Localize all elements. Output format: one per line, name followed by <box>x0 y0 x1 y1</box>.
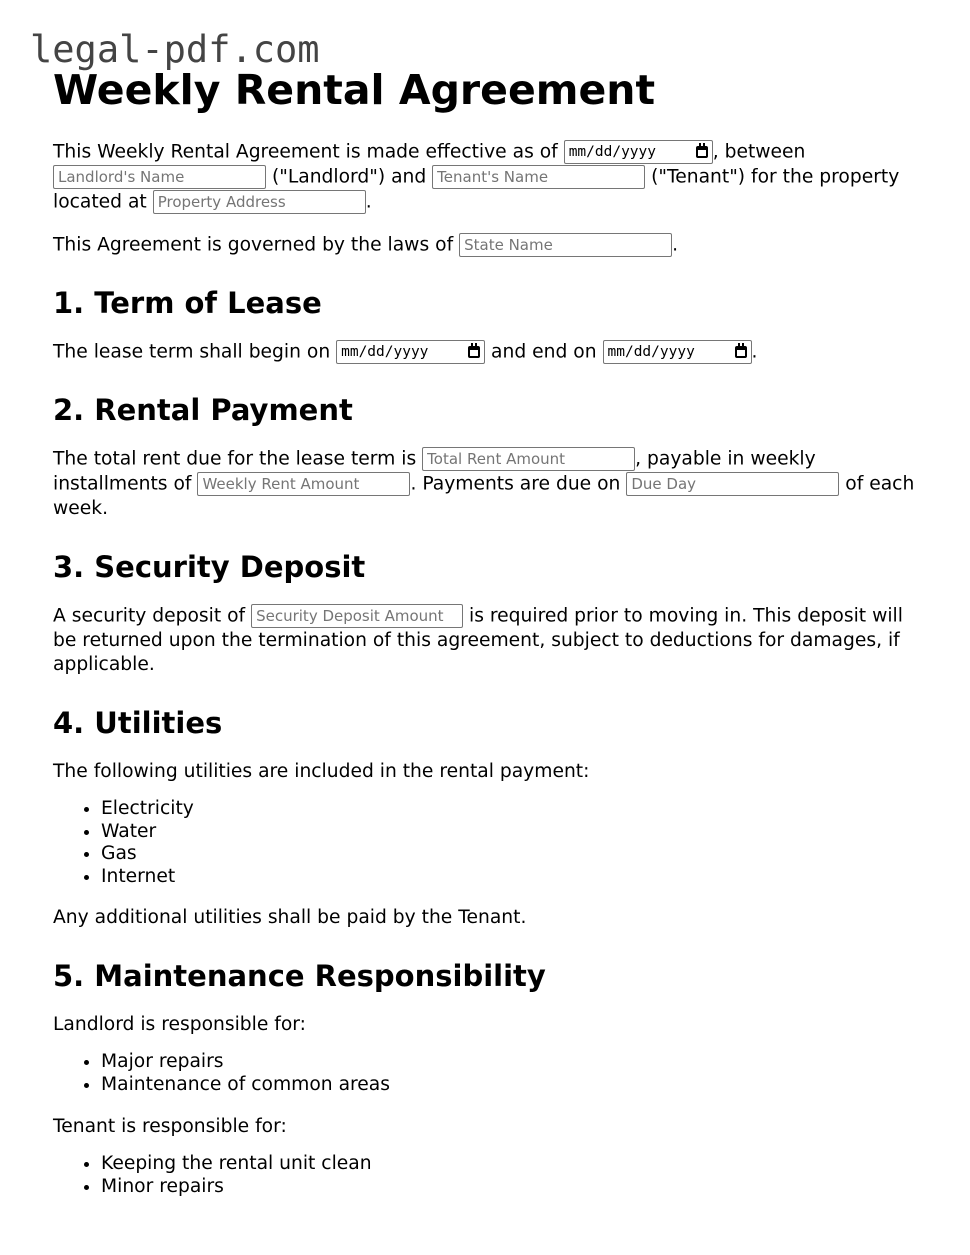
calendar-icon[interactable] <box>696 146 708 158</box>
lease-end-date-input[interactable] <box>603 340 752 364</box>
intro-paragraph <box>53 140 923 215</box>
payment-text-4: of each week. <box>53 473 915 519</box>
list-item: • Minor repairs <box>101 1176 923 1199</box>
calendar-icon[interactable] <box>468 346 480 358</box>
security-deposit-heading: 3. Security Deposit <box>53 549 366 584</box>
rental-payment-paragraph <box>53 447 923 522</box>
lease-start-placeholder: mm/dd/yyyy <box>341 343 429 360</box>
utilities-note: Any additional utilities shall be paid by the Tenant. <box>53 907 527 929</box>
security-deposit-paragraph <box>53 604 923 678</box>
landlord-responsibility-intro: Landlord is responsible for: <box>53 1013 306 1035</box>
rental-payment-heading: 2. Rental Payment <box>53 393 353 427</box>
payment-text-2: , payable in weekly installments of <box>53 448 816 495</box>
term-paragraph <box>53 340 923 365</box>
term-text-1: The lease term shall begin on <box>53 341 337 363</box>
list-item: • Keeping the rental unit clean <box>101 1153 923 1176</box>
list-item: • Electricity <box>101 798 923 821</box>
maintenance-heading: 5. Maintenance Responsibility <box>53 958 546 993</box>
list-item: • Water <box>101 821 923 844</box>
list-item: • Major repairs <box>101 1051 923 1074</box>
governing-text-1: This Agreement is governed by the laws of <box>53 234 460 256</box>
lease-end-placeholder: mm/dd/yyyy <box>607 343 695 360</box>
agreement-document <box>53 64 923 1216</box>
governing-law-paragraph <box>53 233 923 258</box>
term-heading: 1. Term of Lease <box>53 286 322 320</box>
weekly-rent-input[interactable] <box>197 472 410 496</box>
effective-date-input[interactable] <box>564 140 713 164</box>
property-address-input[interactable] <box>153 190 366 214</box>
tenant-name-input[interactable] <box>432 165 645 189</box>
payment-text-1: The total rent due for the lease term is <box>53 448 423 470</box>
deposit-text-2: is required prior to moving in. This deposit will be returned upon the termination of this agreement, subject to deductions for damages, if applicable. <box>53 605 903 675</box>
intro-text-1: This Weekly Rental Agreement is made effective as of <box>53 141 564 163</box>
list-item: • Maintenance of common areas <box>101 1074 923 1097</box>
utilities-heading: 4. Utilities <box>53 705 223 740</box>
intro-text-5: . <box>365 191 372 213</box>
deposit-text-1: A security deposit of <box>53 605 252 626</box>
payment-text-3: . Payments are due on <box>410 473 627 495</box>
lease-start-date-input[interactable] <box>336 340 485 364</box>
total-rent-input[interactable] <box>422 447 635 471</box>
list-item: • Gas <box>101 843 923 866</box>
calendar-icon[interactable] <box>735 346 747 358</box>
intro-text-3: ("Landlord") and <box>266 166 433 188</box>
governing-text-2: . <box>672 234 679 256</box>
site-watermark: legal-pdf.com <box>30 28 320 71</box>
intro-text-4: ("Tenant") for the property located at <box>53 166 900 213</box>
utilities-list <box>53 798 923 888</box>
tenant-responsibility-intro: Tenant is responsible for: <box>53 1115 287 1137</box>
tenant-responsibility-list <box>53 1153 923 1198</box>
state-name-input[interactable] <box>459 233 672 257</box>
security-deposit-input[interactable] <box>251 604 463 628</box>
page-title: Weekly Rental Agreement <box>53 66 656 114</box>
due-day-input[interactable] <box>626 472 839 496</box>
intro-text-2: , between <box>712 141 806 163</box>
effective-date-placeholder: mm/dd/yyyy <box>568 143 657 160</box>
landlord-responsibility-list <box>53 1051 923 1096</box>
landlord-name-input[interactable] <box>53 165 266 189</box>
list-item: • Internet <box>101 866 923 889</box>
term-text-2: and end on <box>485 341 603 363</box>
term-text-3: . <box>751 341 758 363</box>
utilities-intro: The following utilities are included in the rental payment: <box>53 760 590 782</box>
